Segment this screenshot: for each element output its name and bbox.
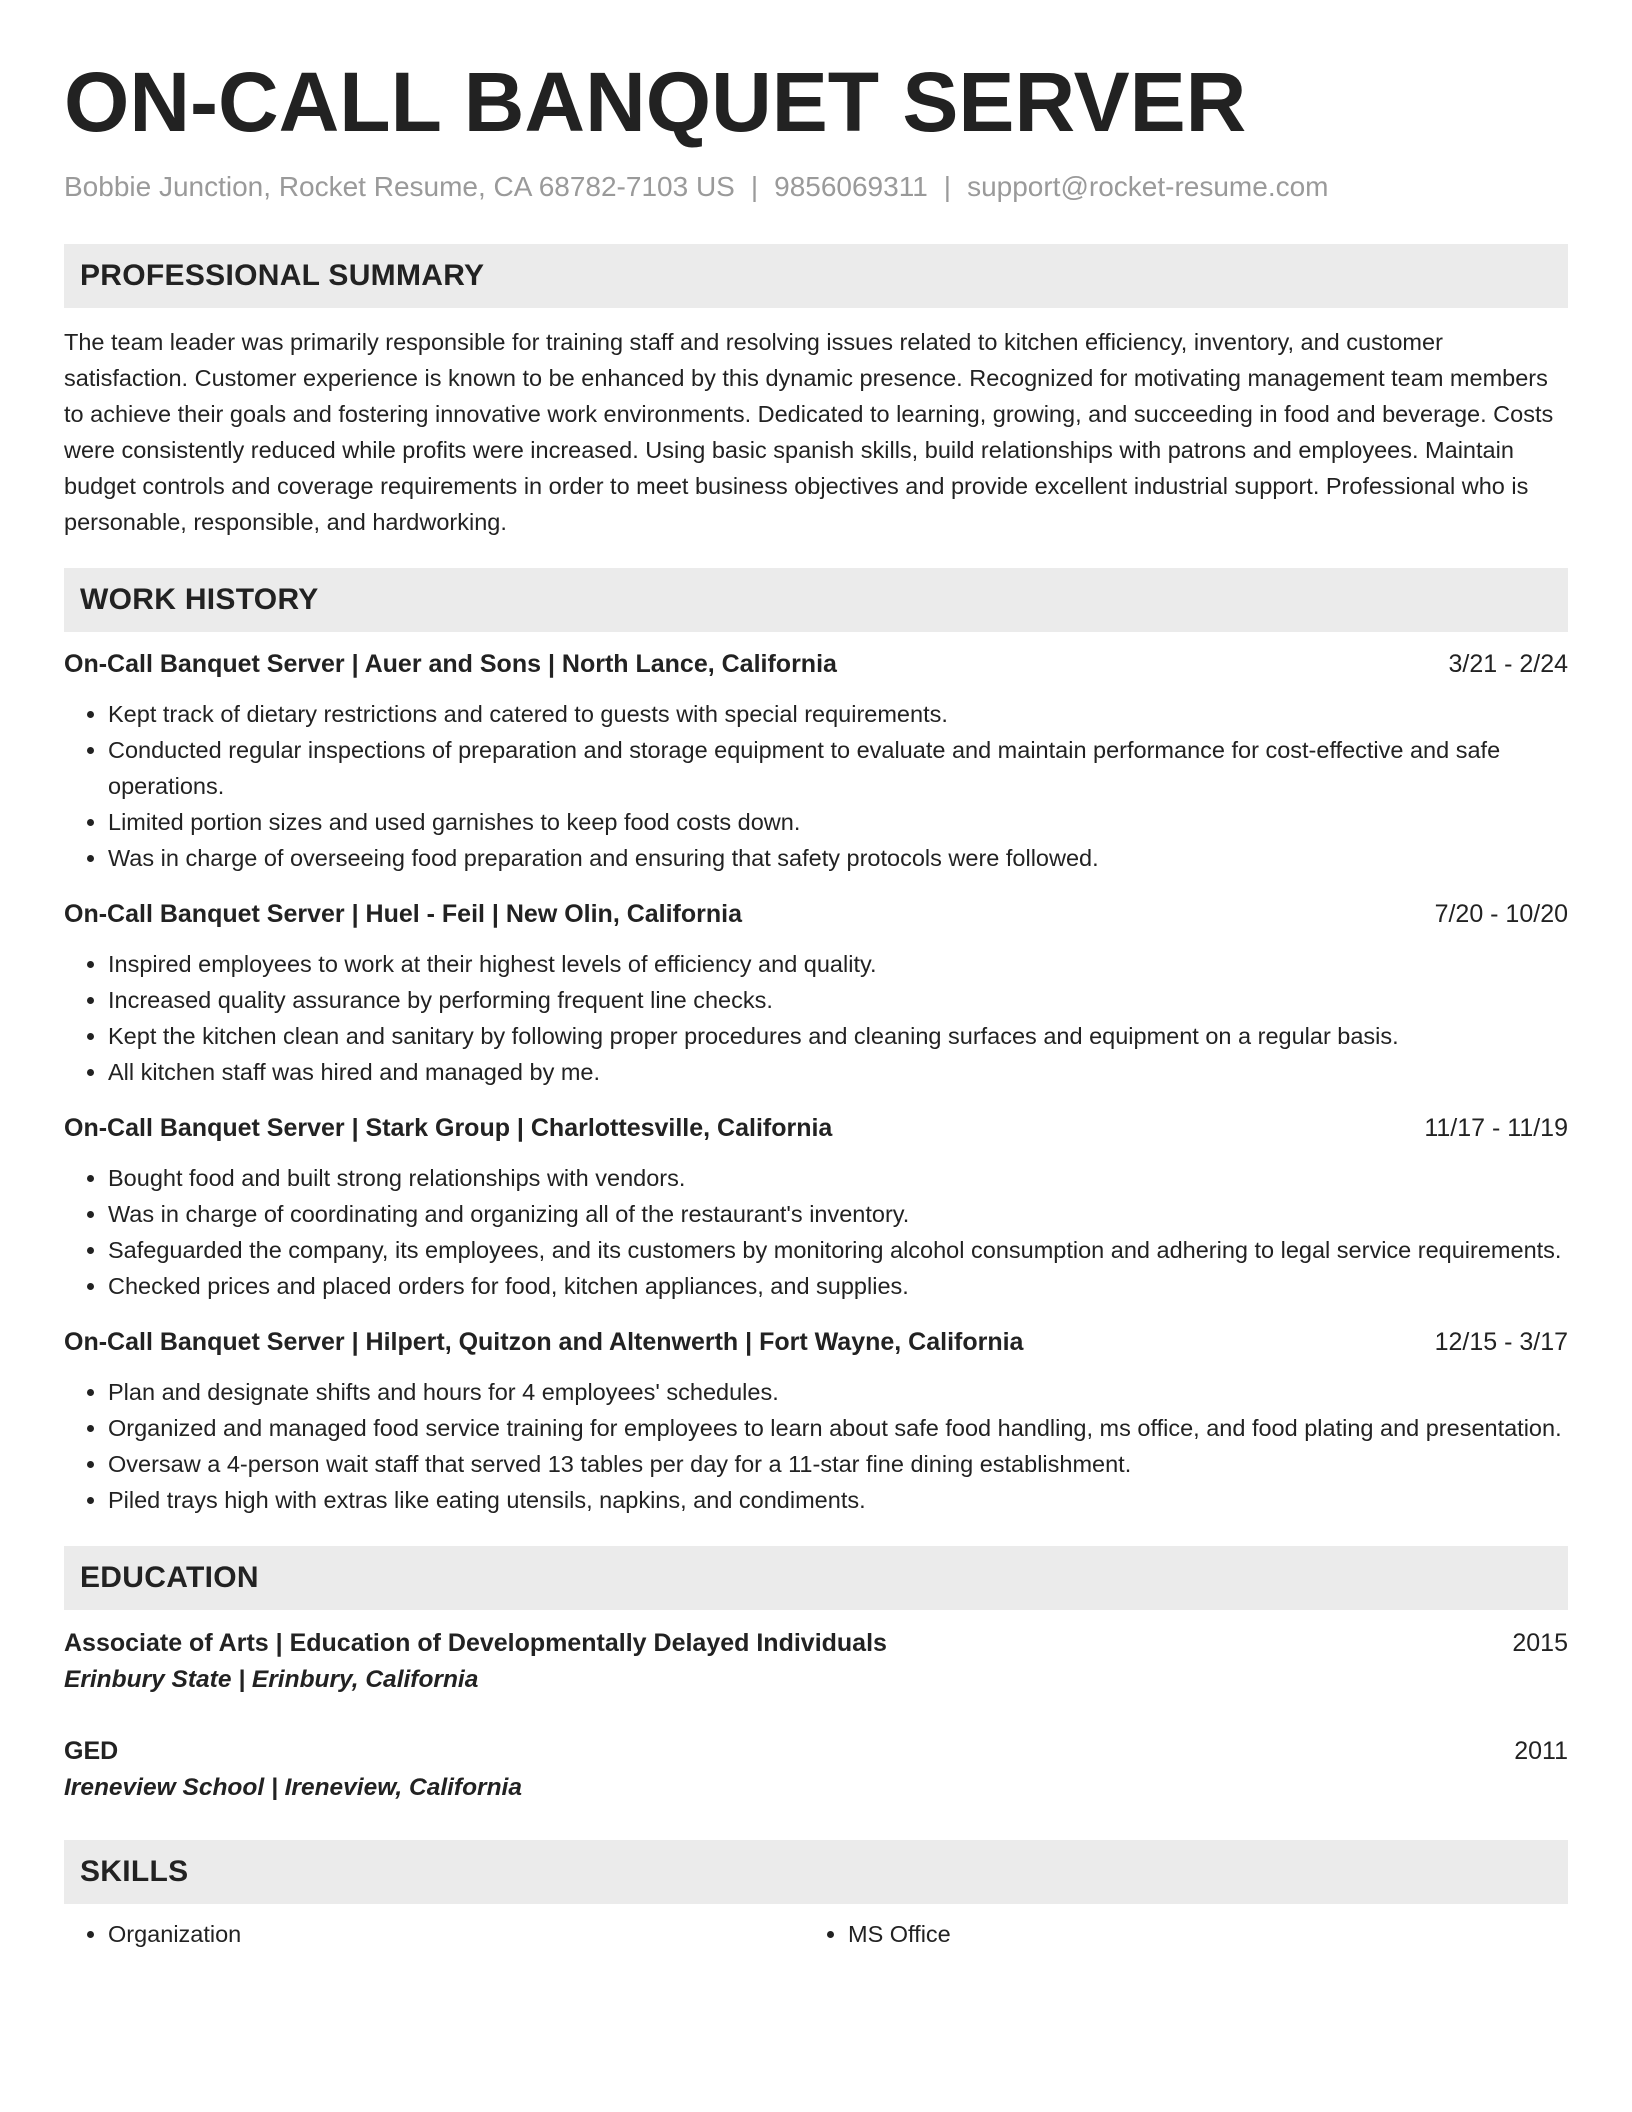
education-degree: Associate of Arts | Education of Developmentally Delayed Individuals [64, 1629, 887, 1657]
section-heading-work-history: WORK HISTORY [64, 568, 1568, 632]
job-bullet: • Organized and managed food service training for employees to learn about safe food handling, ms office, and food plating and presentation. [108, 1410, 1568, 1446]
contact-line [64, 170, 1568, 204]
job-bullet: • Piled trays high with extras like eating utensils, napkins, and condiments. [108, 1482, 1568, 1518]
job-bullet: • Increased quality assurance by performing frequent line checks. [108, 982, 1568, 1018]
education-entry [64, 1624, 1568, 1698]
job-title: On-Call Banquet Server | Stark Group | Charlottesville, California [64, 1114, 833, 1142]
job-bullets [64, 946, 1568, 1090]
job-bullet: • Inspired employees to work at their highest levels of efficiency and quality. [108, 946, 1568, 982]
contact-separator: | [943, 171, 952, 202]
job-dates: 11/17 - 11/19 [1424, 1114, 1568, 1142]
job-title: On-Call Banquet Server | Auer and Sons | North Lance, California [64, 650, 837, 678]
skill-item: • MS Office [848, 1916, 1544, 1952]
education-degree: GED [64, 1737, 119, 1765]
job-bullets [64, 1160, 1568, 1304]
job-header [64, 896, 1568, 932]
education-header [64, 1624, 1568, 1662]
job-entry [64, 646, 1568, 876]
job-bullet: • Checked prices and placed orders for food, kitchen appliances, and supplies. [108, 1268, 1568, 1304]
job-bullet: • Limited portion sizes and used garnishes to keep food costs down. [108, 804, 1568, 840]
education-year: 2015 [1512, 1629, 1568, 1657]
job-entry [64, 896, 1568, 1090]
education-school: Erinbury State | Erinbury, California [64, 1666, 479, 1693]
skills-column-right [804, 1916, 1544, 1952]
job-bullet: • Safeguarded the company, its employees, and its customers by monitoring alcohol consumption and adhering to legal service requirements. [108, 1232, 1568, 1268]
job-bullet: • All kitchen staff was hired and managed by me. [108, 1054, 1568, 1090]
section-heading-skills: SKILLS [64, 1840, 1568, 1904]
contact-separator: | [750, 171, 759, 202]
job-entry [64, 1324, 1568, 1518]
job-bullet: • Kept track of dietary restrictions and catered to guests with special requirements. [108, 696, 1568, 732]
section-heading-education: EDUCATION [64, 1546, 1568, 1610]
job-bullet: • Kept the kitchen clean and sanitary by following proper procedures and cleaning surfaces and equipment on a regular basis. [108, 1018, 1568, 1054]
job-bullet: • Bought food and built strong relationships with vendors. [108, 1160, 1568, 1196]
education-header [64, 1732, 1568, 1770]
job-dates: 3/21 - 2/24 [1448, 650, 1568, 678]
job-bullets [64, 1374, 1568, 1518]
summary-text: The team leader was primarily responsible for training staff and resolving issues related to kitchen efficiency, inventory, and customer satisfaction. Customer experience is known to be enhanced by this dynamic presence. Recognized for motivating management team members to achieve their goals and fostering innovative work environments. Dedicated to learning, growing, and succeeding in food and beverage. Costs were consistently reduced while profits were increased. Using basic spanish skills, build relationships with patrons and employees. Maintain budget controls and coverage requirements in order to meet business objectives and provide excellent industrial support. Professional who is personable, responsible, and hardworking. [64, 329, 1554, 535]
job-bullet: • Plan and designate shifts and hours for 4 employees' schedules. [108, 1374, 1568, 1410]
education-school: Ireneview School | Ireneview, California [64, 1774, 522, 1801]
job-entry [64, 1110, 1568, 1304]
job-header [64, 1324, 1568, 1360]
skills-column-left [64, 1916, 804, 1952]
job-bullet: • Conducted regular inspections of preparation and storage equipment to evaluate and maintain performance for cost-effective and safe operations. [108, 732, 1568, 804]
job-dates: 7/20 - 10/20 [1434, 900, 1568, 928]
job-header [64, 1110, 1568, 1146]
job-bullet: • Was in charge of overseeing food preparation and ensuring that safety protocols were followed. [108, 840, 1568, 876]
skill-item: • Organization [108, 1916, 804, 1952]
job-bullets [64, 696, 1568, 876]
candidate-name: ON-CALL BANQUET SERVER [64, 55, 1247, 149]
job-bullet: • Was in charge of coordinating and organizing all of the restaurant's inventory. [108, 1196, 1568, 1232]
section-heading-summary: PROFESSIONAL SUMMARY [64, 244, 1568, 308]
education-year: 2011 [1514, 1737, 1568, 1765]
education-entry [64, 1732, 1568, 1806]
job-title: On-Call Banquet Server | Hilpert, Quitzon and Altenwerth | Fort Wayne, California [64, 1328, 1024, 1356]
contact-address: Bobbie Junction, Rocket Resume, CA 68782-7103 US [64, 171, 735, 202]
job-dates: 12/15 - 3/17 [1434, 1328, 1568, 1356]
contact-phone: 9856069311 [774, 171, 928, 202]
job-header [64, 646, 1568, 682]
job-title: On-Call Banquet Server | Huel - Feil | New Olin, California [64, 900, 743, 928]
contact-email[interactable]: support@rocket-resume.com [967, 171, 1329, 202]
skills-list [64, 1916, 1568, 1952]
job-bullet: • Oversaw a 4-person wait staff that served 13 tables per day for a 11-star fine dining establishment. [108, 1446, 1568, 1482]
